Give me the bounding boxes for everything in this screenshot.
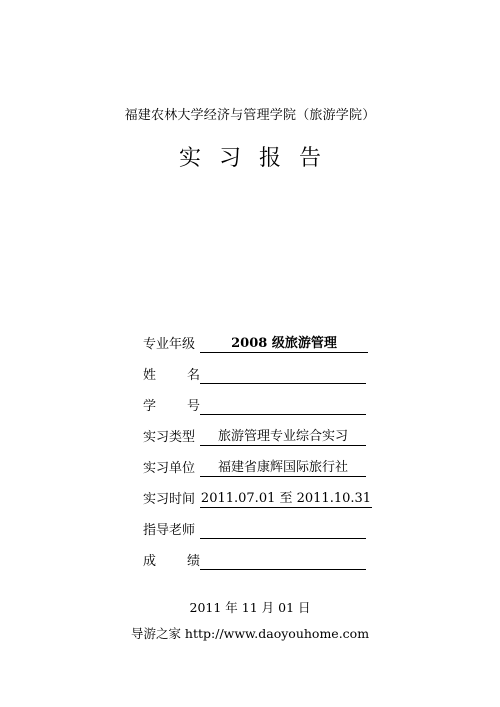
field-internship-type: [143, 415, 383, 446]
field-label: 专业年级: [143, 337, 196, 352]
field-label: 指导老师: [143, 523, 196, 538]
field-value: [200, 522, 366, 539]
field-label: 实习单位: [143, 461, 196, 476]
field-value: 2011.07.01 至 2011.10.31: [200, 491, 372, 506]
field-name: [143, 353, 383, 384]
field-label-char: 名: [186, 368, 200, 383]
report-date: 2011 年 11 月 01 日: [189, 600, 311, 615]
field-label-char: 绩: [186, 554, 200, 569]
field-label: 实习时间: [143, 492, 196, 507]
field-label: [143, 368, 200, 384]
field-internship-period: [143, 477, 383, 508]
site-footer: 导游之家 http://www.daoyouhome.com: [130, 626, 370, 641]
field-student-id: [143, 384, 383, 415]
field-label-char: 学: [143, 399, 157, 414]
field-internship-unit: [143, 446, 383, 477]
info-fields: [143, 322, 383, 570]
field-label-char: 成: [143, 554, 157, 569]
school-name: 福建农林大学经济与管理学院（旅游学院）: [124, 108, 376, 123]
field-grade: [143, 539, 383, 570]
field-value: [200, 553, 366, 570]
field-label-char: 号: [186, 399, 200, 414]
field-major-grade: [143, 322, 383, 353]
field-value: 福建省康辉国际旅行社: [200, 460, 366, 477]
field-value: [200, 367, 366, 384]
field-value: 2008 级旅游管理: [200, 336, 368, 353]
field-label-char: 姓: [143, 368, 157, 383]
field-value: [200, 398, 366, 415]
field-label: 实习类型: [143, 430, 196, 445]
field-label: [143, 554, 200, 570]
field-label: [143, 399, 200, 415]
report-title: 实习报告: [178, 146, 339, 171]
field-supervisor: [143, 508, 383, 539]
field-value: 旅游管理专业综合实习: [200, 429, 366, 446]
